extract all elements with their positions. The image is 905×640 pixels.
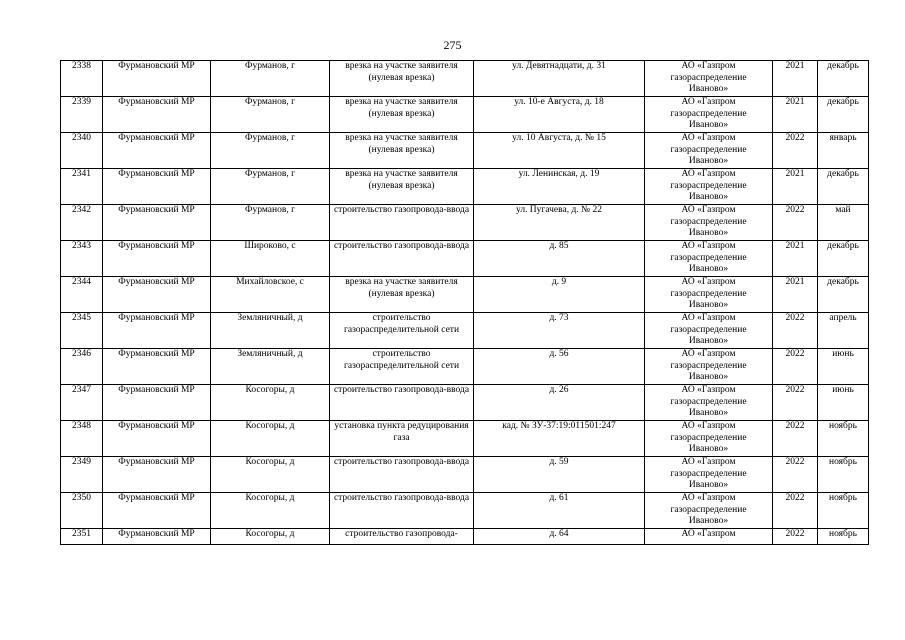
org-line: газораспределение [670, 252, 747, 263]
org-line: АО «Газпром [681, 421, 736, 431]
table-row [61, 313, 869, 349]
table-row [61, 457, 869, 493]
locality-cell: Косогоры, д [211, 385, 330, 421]
locality-cell: Фурманов, г [211, 205, 330, 241]
org-cell: АО «Газпром [645, 529, 773, 545]
table-row [61, 169, 869, 205]
work-type-cell: врезка на участке заявителя (нулевая врезка) [330, 169, 474, 205]
org-line: Иваново» [688, 372, 729, 383]
table-row [61, 61, 869, 97]
org-line: АО «Газпром [681, 97, 736, 107]
locality-cell: Фурманов, г [211, 169, 330, 205]
month-cell: декабрь [818, 97, 869, 133]
org-cell [645, 61, 773, 97]
month-cell: апрель [818, 313, 869, 349]
district-cell: Фурмановский МР [103, 313, 211, 349]
work-type-cell: строительство газопровода-ввода [330, 493, 474, 529]
district-cell: Фурмановский МР [103, 529, 211, 545]
org-line: АО «Газпром [681, 493, 736, 503]
org-line: АО «Газпром [681, 313, 736, 323]
locality-cell: Фурманов, г [211, 61, 330, 97]
org-line: АО «Газпром [681, 169, 736, 179]
locality-cell: Косогоры, д [211, 529, 330, 545]
work-type-cell: врезка на участке заявителя (нулевая врезка) [330, 61, 474, 97]
row-number: 2342 [61, 205, 103, 241]
year-cell: 2022 [773, 133, 818, 169]
org-line: газораспределение [670, 396, 747, 407]
org-line: газораспределение [670, 360, 747, 371]
org-line: АО «Газпром [681, 277, 736, 287]
table-row [61, 385, 869, 421]
org-line: газораспределение [670, 468, 747, 479]
org-line: Иваново» [688, 156, 729, 167]
work-type-cell: строительство газопровода-ввода [330, 205, 474, 241]
address-cell: ул. Ленинская, д. 19 [474, 169, 645, 205]
district-cell: Фурмановский МР [103, 493, 211, 529]
org-line: Иваново» [688, 192, 729, 203]
work-type-cell: строительство газораспределительной сети [330, 349, 474, 385]
district-cell: Фурмановский МР [103, 205, 211, 241]
month-cell: июнь [818, 349, 869, 385]
address-cell: ул. Девятнадцати, д. 31 [474, 61, 645, 97]
row-number: 2343 [61, 241, 103, 277]
row-number: 2338 [61, 61, 103, 97]
work-type-cell: строительство газопровода- [330, 529, 474, 545]
row-number: 2345 [61, 313, 103, 349]
district-cell: Фурмановский МР [103, 421, 211, 457]
row-number: 2348 [61, 421, 103, 457]
org-line: АО «Газпром [681, 349, 736, 359]
org-line: газораспределение [670, 108, 747, 119]
month-cell: декабрь [818, 61, 869, 97]
address-cell: д. 56 [474, 349, 645, 385]
org-line: АО «Газпром [681, 385, 736, 395]
address-cell: д. 64 [474, 529, 645, 545]
locality-cell: Михайловское, с [211, 277, 330, 313]
org-line: газораспределение [670, 72, 747, 83]
org-line: АО «Газпром [681, 241, 736, 251]
work-type-cell: врезка на участке заявителя (нулевая врезка) [330, 133, 474, 169]
work-type-cell: врезка на участке заявителя (нулевая врезка) [330, 277, 474, 313]
row-number: 2344 [61, 277, 103, 313]
work-type-cell: строительство газопровода-ввода [330, 457, 474, 493]
year-cell: 2022 [773, 385, 818, 421]
row-number: 2351 [61, 529, 103, 545]
month-cell: июнь [818, 385, 869, 421]
table-row [61, 493, 869, 529]
table-row [61, 529, 869, 545]
locality-cell: Косогоры, д [211, 421, 330, 457]
year-cell: 2021 [773, 169, 818, 205]
org-line: газораспределение [670, 324, 747, 335]
org-line: Иваново» [688, 228, 729, 239]
year-cell: 2022 [773, 313, 818, 349]
district-cell: Фурмановский МР [103, 169, 211, 205]
org-cell [645, 169, 773, 205]
org-cell [645, 493, 773, 529]
org-line: АО «Газпром [681, 61, 736, 71]
gas-connection-table [60, 60, 869, 545]
org-line: Иваново» [688, 408, 729, 419]
org-line: АО «Газпром [681, 133, 736, 143]
year-cell: 2021 [773, 61, 818, 97]
row-number: 2346 [61, 349, 103, 385]
address-cell: ул. 10 Августа, д. № 15 [474, 133, 645, 169]
locality-cell: Земляничный, д [211, 313, 330, 349]
locality-cell: Фурманов, г [211, 97, 330, 133]
address-cell: ул. Пугачева, д. № 22 [474, 205, 645, 241]
org-cell [645, 385, 773, 421]
month-cell: ноябрь [818, 421, 869, 457]
org-cell [645, 277, 773, 313]
table-row [61, 97, 869, 133]
district-cell: Фурмановский МР [103, 241, 211, 277]
month-cell: ноябрь [818, 457, 869, 493]
table-row [61, 277, 869, 313]
year-cell: 2022 [773, 493, 818, 529]
table-row [61, 241, 869, 277]
month-cell: декабрь [818, 277, 869, 313]
year-cell: 2022 [773, 529, 818, 545]
locality-cell: Косогоры, д [211, 493, 330, 529]
address-cell: д. 9 [474, 277, 645, 313]
work-type-cell: строительство газопровода-ввода [330, 241, 474, 277]
org-line: газораспределение [670, 216, 747, 227]
org-line: газораспределение [670, 180, 747, 191]
year-cell: 2021 [773, 277, 818, 313]
table-row [61, 349, 869, 385]
work-type-cell: строительство газораспределительной сети [330, 313, 474, 349]
page-number: 275 [443, 38, 462, 52]
district-cell: Фурмановский МР [103, 97, 211, 133]
org-line: Иваново» [688, 516, 729, 527]
work-type-cell: врезка на участке заявителя (нулевая врезка) [330, 97, 474, 133]
locality-cell: Фурманов, г [211, 133, 330, 169]
org-line: газораспределение [670, 504, 747, 515]
district-cell: Фурмановский МР [103, 133, 211, 169]
org-line: газораспределение [670, 288, 747, 299]
year-cell: 2022 [773, 205, 818, 241]
org-line: Иваново» [688, 336, 729, 347]
row-number: 2339 [61, 97, 103, 133]
address-cell: д. 73 [474, 313, 645, 349]
district-cell: Фурмановский МР [103, 457, 211, 493]
org-line: Иваново» [688, 84, 729, 95]
row-number: 2347 [61, 385, 103, 421]
org-cell [645, 349, 773, 385]
district-cell: Фурмановский МР [103, 385, 211, 421]
org-cell [645, 205, 773, 241]
locality-cell: Земляничный, д [211, 349, 330, 385]
table-row [61, 133, 869, 169]
org-line: АО «Газпром [681, 457, 736, 467]
org-cell [645, 133, 773, 169]
address-cell: ул. 10-е Августа, д. 18 [474, 97, 645, 133]
org-line: Иваново» [688, 120, 729, 131]
org-line: газораспределение [670, 432, 747, 443]
month-cell: декабрь [818, 241, 869, 277]
row-number: 2341 [61, 169, 103, 205]
org-line: Иваново» [688, 480, 729, 491]
row-number: 2349 [61, 457, 103, 493]
month-cell: декабрь [818, 169, 869, 205]
work-type-cell: установка пункта редуцирования газа [330, 421, 474, 457]
org-line: Иваново» [688, 444, 729, 455]
month-cell: ноябрь [818, 493, 869, 529]
table-row [61, 421, 869, 457]
org-cell [645, 457, 773, 493]
year-cell: 2021 [773, 241, 818, 277]
district-cell: Фурмановский МР [103, 277, 211, 313]
year-cell: 2022 [773, 349, 818, 385]
org-cell [645, 97, 773, 133]
district-cell: Фурмановский МР [103, 61, 211, 97]
address-cell: д. 26 [474, 385, 645, 421]
month-cell: май [818, 205, 869, 241]
org-line: АО «Газпром [681, 205, 736, 215]
table-row [61, 205, 869, 241]
month-cell: ноябрь [818, 529, 869, 545]
address-cell: д. 61 [474, 493, 645, 529]
row-number: 2340 [61, 133, 103, 169]
locality-cell: Косогоры, д [211, 457, 330, 493]
district-cell: Фурмановский МР [103, 349, 211, 385]
locality-cell: Широково, с [211, 241, 330, 277]
org-line: газораспределение [670, 144, 747, 155]
org-cell [645, 241, 773, 277]
org-cell [645, 421, 773, 457]
address-cell: кад. № ЗУ-37:19:011501:247 [474, 421, 645, 457]
month-cell: январь [818, 133, 869, 169]
work-type-cell: строительство газопровода-ввода [330, 385, 474, 421]
org-line: Иваново» [688, 264, 729, 275]
address-cell: д. 59 [474, 457, 645, 493]
year-cell: 2021 [773, 97, 818, 133]
year-cell: 2022 [773, 457, 818, 493]
address-cell: д. 85 [474, 241, 645, 277]
row-number: 2350 [61, 493, 103, 529]
org-line: Иваново» [688, 300, 729, 311]
year-cell: 2022 [773, 421, 818, 457]
org-cell [645, 313, 773, 349]
